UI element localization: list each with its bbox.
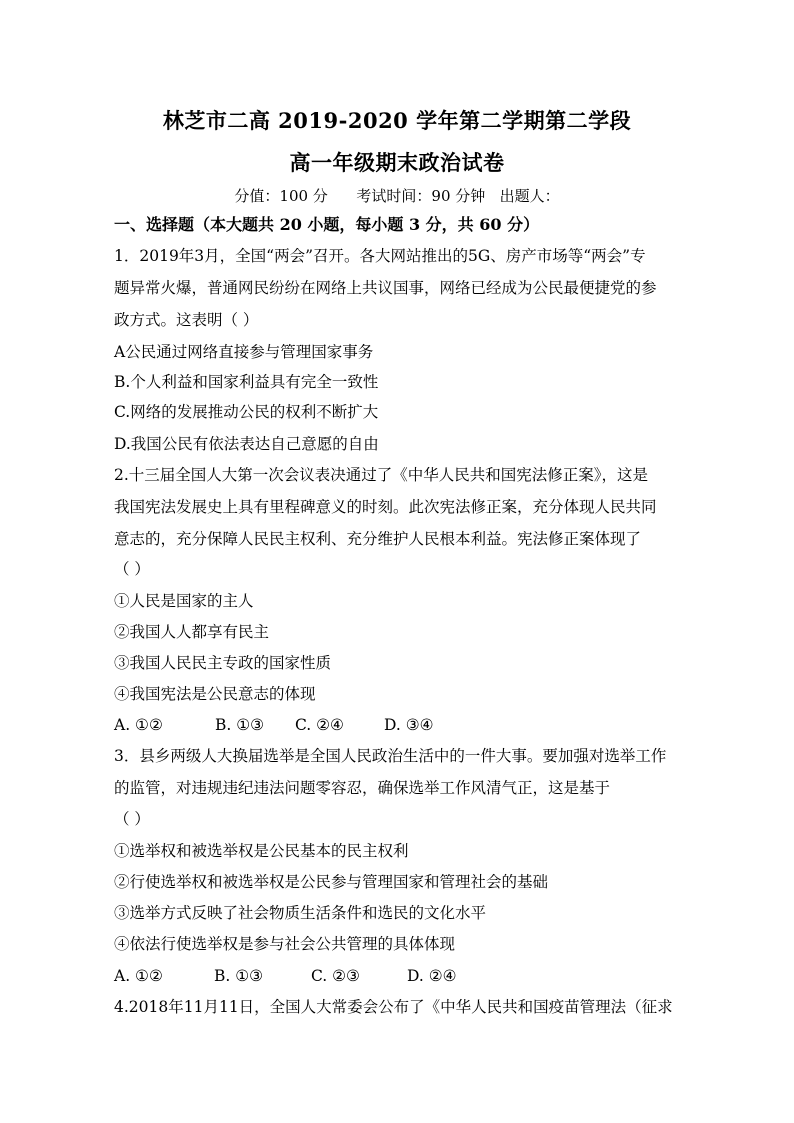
q2-choices <box>114 714 684 736</box>
q2-choice-d: D. ③④ <box>384 716 434 734</box>
q2-item-3: ③我国人民民主专政的国家性质 <box>114 654 332 672</box>
q3-item-1: ①选举权和被选举权是公民基本的民主权利 <box>114 842 409 860</box>
q3-line3: （ ） <box>114 810 150 828</box>
q3-choice-b: B. ①③ <box>214 967 264 985</box>
q1-option-a: A公民通过网络直接参与管理国家事务 <box>114 343 374 361</box>
q2-line2: 我国宪法发展史上具有里程碑意义的时刻。此次宪法修正案，充分体现人民共同 <box>114 498 657 516</box>
q3-choices <box>114 965 684 987</box>
q2-item-4: ④我国宪法是公民意志的体现 <box>114 685 316 703</box>
q2-line3: 意志的，充分保障人民民主权利、充分维护人民根本利益。宪法修正案体现了 <box>114 530 642 548</box>
q1-line3: 政方式。这表明（ ） <box>114 311 259 329</box>
q3-line1: 3．县乡两级人大换届选举是全国人民政治生活中的一件大事。要加强对选举工作 <box>114 747 667 765</box>
q2-choice-c: C. ②④ <box>295 716 344 734</box>
q1-option-d: D.我国公民有依法表达自己意愿的自由 <box>114 435 379 453</box>
q3-choice-d: D. ②④ <box>407 967 457 985</box>
exam-meta: 分值：100 分 考试时间：90 分钟 出题人： <box>234 187 560 205</box>
q2-item-2: ②我国人人都享有民主 <box>114 623 270 641</box>
q3-item-2: ②行使选举权和被选举权是公民参与管理国家和管理社会的基础 <box>114 873 549 891</box>
exam-title-line1: 林芝市二高 2019-2020 学年第二学期第二学段 <box>162 108 632 133</box>
q1-option-b: B.个人利益和国家利益具有完全一致性 <box>114 373 379 391</box>
q3-item-4: ④依法行使选举权是参与社会公共管理的具体体现 <box>114 935 456 953</box>
q1-line2: 题异常火爆，普通网民纷纷在网络上共议国事，网络已经成为公民最便捷党的参 <box>114 279 657 297</box>
q3-item-3: ③选举方式反映了社会物质生活条件和选民的文化水平 <box>114 904 487 922</box>
q2-choice-a: A. ①② <box>114 716 163 734</box>
q4-line1: 4.2018年11月11日，全国人大常委会公布了《中华人民共和国疫苗管理法（征求 <box>114 998 673 1016</box>
q2-line1: 2.十三届全国人大第一次会议表决通过了《中华人民共和国宪法修正案》，这是 <box>114 466 649 484</box>
q3-choice-c: C. ②③ <box>311 967 360 985</box>
q3-choice-a: A. ①② <box>114 967 163 985</box>
q2-choice-b: B. ①③ <box>215 716 265 734</box>
q2-item-1: ①人民是国家的主人 <box>114 592 254 610</box>
q3-line2: 的监管，对违规违纪违法问题零容忍，确保选举工作风清气正，这是基于 <box>114 779 611 797</box>
q1-line1: 1．2019年3月，全国“两会”召开。各大网站推出的5G、房产市场等“两会”专 <box>114 247 646 265</box>
q1-option-c: C.网络的发展推动公民的权利不断扩大 <box>114 403 379 421</box>
exam-title-line2: 高一年级期末政治试卷 <box>289 150 505 175</box>
q2-line4: （ ） <box>114 560 150 578</box>
section-heading: 一、选择题（本大题共 20 小题，每小题 3 分，共 60 分） <box>114 215 540 234</box>
